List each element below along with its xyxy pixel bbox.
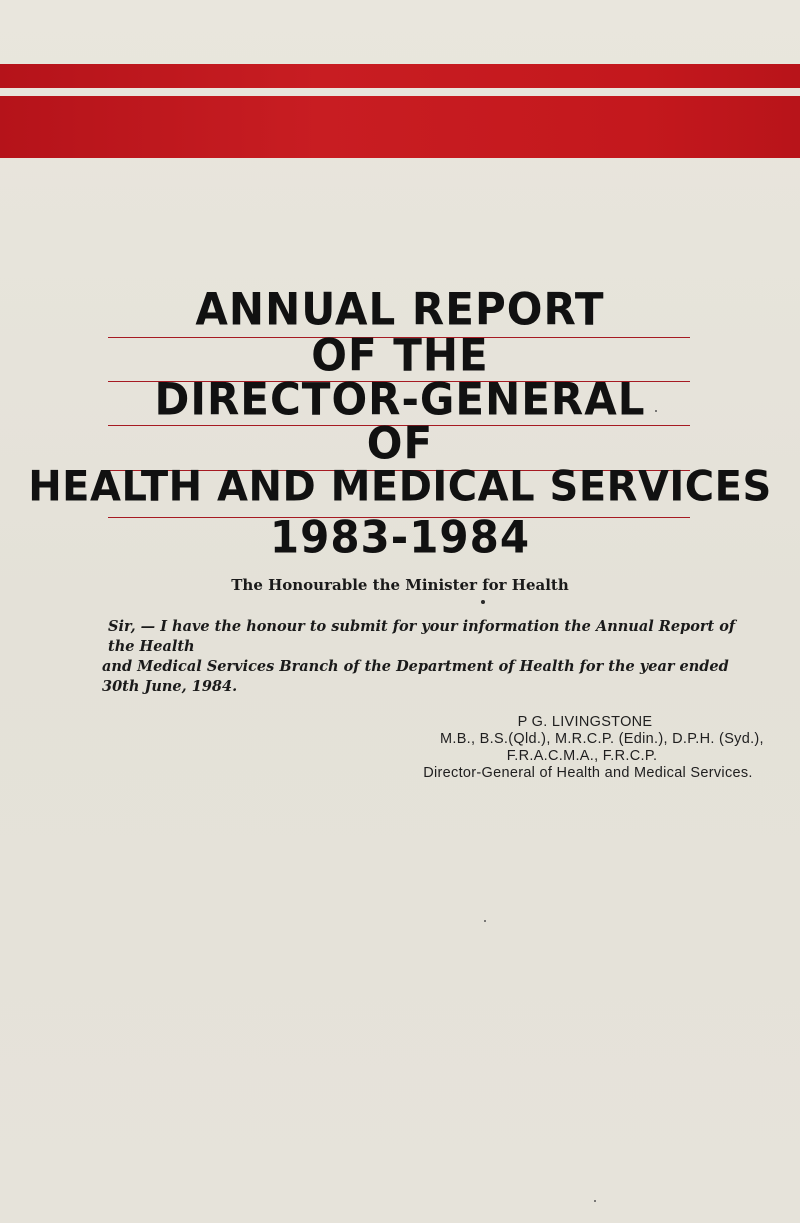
paper-speck <box>594 1200 596 1202</box>
red-band-thin <box>0 64 800 88</box>
addressee-mark <box>481 600 485 604</box>
red-band-wide <box>0 96 800 158</box>
signatory-qualifications-2: F.R.A.C.M.A., F.R.C.P. <box>506 748 658 764</box>
paper-speck <box>655 410 657 412</box>
letter-line-2: and Medical Services Branch of the Department of Health for the year ended 30th June, 1984. <box>102 658 729 695</box>
title-line-of: OF <box>366 417 434 470</box>
signatory-name: P G. LIVINGSTONE <box>517 714 653 730</box>
paper-speck <box>484 920 486 922</box>
title-line-director-general: DIRECTOR-GENERAL <box>154 373 646 426</box>
addressee-line: The Honourable the Minister for Health <box>231 576 569 594</box>
letter-text <box>102 617 748 697</box>
title-line-health-medical-services: HEALTH AND MEDICAL SERVICES <box>28 462 772 512</box>
signatory-qualifications-1: M.B., B.S.(Qld.), M.R.C.P. (Edin.), D.P.H. (Syd.), <box>440 731 764 747</box>
signature-block <box>420 714 764 782</box>
title-line-year: 1983-1984 <box>269 511 531 564</box>
letter-line-1: Sir, — I have the honour to submit for your information the Annual Report of the Health <box>108 618 736 655</box>
title-line-annual-report: ANNUAL REPORT <box>195 283 605 336</box>
signatory-title: Director-General of Health and Medical Services. <box>423 765 753 781</box>
title-line-of-the: OF THE <box>311 329 489 382</box>
